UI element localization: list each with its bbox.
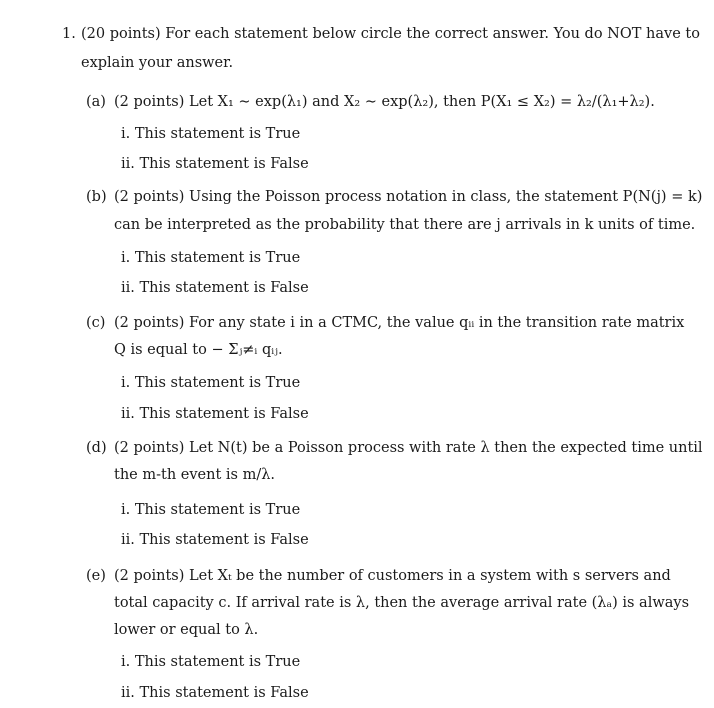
- part-e-statement-line3: lower or equal to λ.: [114, 622, 259, 638]
- part-b-option-true[interactable]: i. This statement is True: [121, 250, 301, 266]
- part-d-statement-line1: (2 points) Let N(t) be a Poisson process with rate λ then the expected time until: [114, 440, 703, 456]
- part-e-statement-line1: (2 points) Let Xₜ be the number of customers in a system with s servers and: [114, 568, 671, 584]
- part-c-statement-line2: Q is equal to − Σⱼ≠ᵢ qᵢⱼ.: [114, 342, 283, 358]
- question-intro-line2: explain your answer.: [81, 55, 234, 71]
- part-e-option-true[interactable]: i. This statement is True: [121, 654, 301, 670]
- part-a-label: (a): [86, 94, 106, 110]
- part-c-statement-line1: (2 points) For any state i in a CTMC, the value qᵢᵢ in the transition rate matrix: [114, 315, 685, 331]
- part-d-label: (d): [86, 440, 107, 456]
- question-number: 1.: [62, 26, 76, 42]
- part-a-statement: (2 points) Let X₁ ∼ exp(λ₁) and X₂ ∼ exp(λ₂), then P(X₁ ≤ X₂) = λ₂/(λ₁+λ₂).: [114, 94, 655, 110]
- question-intro-line1: (20 points) For each statement below circle the correct answer. You do NOT have to: [81, 26, 700, 42]
- part-d-option-false[interactable]: ii. This statement is False: [121, 532, 309, 548]
- part-a-option-false[interactable]: ii. This statement is False: [121, 156, 309, 172]
- part-e-option-false[interactable]: ii. This statement is False: [121, 685, 309, 701]
- part-b-statement-line2: can be interpreted as the probability that there are j arrivals in k units of time.: [114, 217, 696, 233]
- part-e-statement-line2: total capacity c. If arrival rate is λ, then the average arrival rate (λₐ) is always: [114, 595, 690, 611]
- part-b-statement-line1: (2 points) Using the Poisson process notation in class, the statement P(N(j) = k): [114, 189, 703, 205]
- part-a-option-true[interactable]: i. This statement is True: [121, 126, 301, 142]
- part-d-statement-line2: the m-th event is m/λ.: [114, 467, 276, 483]
- part-c-option-true[interactable]: i. This statement is True: [121, 375, 301, 391]
- part-e-label: (e): [86, 568, 106, 584]
- part-d-option-true[interactable]: i. This statement is True: [121, 502, 301, 518]
- part-c-label: (c): [86, 315, 106, 331]
- part-b-option-false[interactable]: ii. This statement is False: [121, 280, 309, 296]
- part-b-label: (b): [86, 189, 107, 205]
- part-c-option-false[interactable]: ii. This statement is False: [121, 406, 309, 422]
